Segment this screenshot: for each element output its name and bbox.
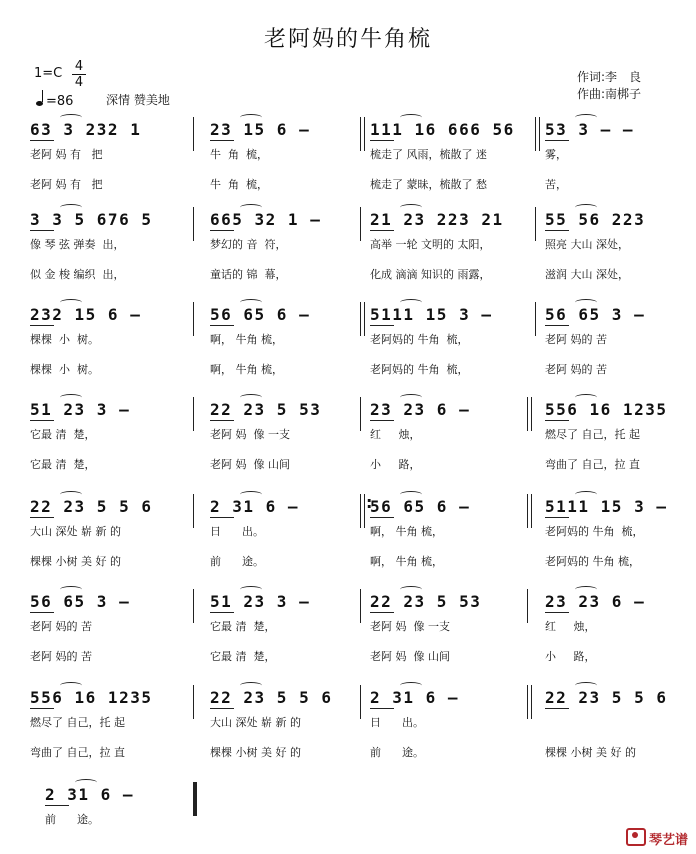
lyric-verse-1: 大山 深处 崭 新 的 bbox=[210, 716, 301, 729]
barline bbox=[193, 117, 194, 151]
barline bbox=[527, 685, 532, 719]
lyric-verse-2: 童话的 锦 幕， bbox=[210, 268, 287, 281]
lyric-verse-2: 老阿 妈的 苦 bbox=[545, 363, 607, 376]
lyric-verse-2: 滋润 大山 深处， bbox=[545, 268, 629, 281]
lyric-verse-2: 啊， 牛角 梳， bbox=[210, 363, 283, 376]
beam-underline bbox=[545, 612, 569, 613]
beam-underline bbox=[370, 612, 394, 613]
beam-underline bbox=[210, 325, 234, 326]
logo-icon bbox=[626, 828, 646, 846]
lyric-verse-1: 燃尽了 自己，托 起 bbox=[545, 428, 640, 441]
barline bbox=[360, 117, 365, 151]
jianpu-notes: 5111 15 3 – bbox=[545, 497, 668, 516]
beam-underline bbox=[370, 140, 394, 141]
lyric-verse-2: 棵棵 小树 美 好 的 bbox=[30, 555, 121, 568]
lyric-verse-1: 老阿 妈的 苦 bbox=[30, 620, 92, 633]
beam-underline bbox=[370, 420, 394, 421]
lyric-verse-2: 棵棵 小树 美 好 的 bbox=[545, 746, 636, 759]
jianpu-notes: 22 23 5 53 bbox=[370, 592, 482, 611]
lyric-verse-1: 老阿 妈 像 一支 bbox=[210, 428, 290, 441]
lyric-verse-1: 燃尽了 自己，托 起 bbox=[30, 716, 125, 729]
lyric-verse-1: 啊， 牛角 梳， bbox=[210, 333, 283, 346]
composer-credit: 作曲:南梆子 bbox=[577, 87, 642, 101]
key-signature: 1=C bbox=[34, 66, 63, 81]
jianpu-notes: 2 31 6 – bbox=[210, 497, 300, 516]
beam-underline bbox=[30, 612, 54, 613]
barline bbox=[535, 302, 536, 336]
watermark-text: 琴艺谱 bbox=[648, 833, 688, 848]
lyric-verse-2: 前 途。 bbox=[210, 555, 264, 568]
beam-underline bbox=[370, 230, 394, 231]
lyric-verse-1: 棵棵 小 树。 bbox=[30, 333, 99, 346]
slur-arc bbox=[400, 114, 422, 121]
slur-arc bbox=[60, 682, 82, 689]
barline bbox=[193, 589, 194, 623]
lyric-verse-1: 前 途。 bbox=[45, 813, 99, 826]
slur-arc bbox=[575, 299, 597, 306]
slur-arc bbox=[75, 779, 97, 786]
beam-underline bbox=[210, 517, 234, 518]
lyricist-credit: 作词:李 良 bbox=[577, 70, 642, 84]
beam-underline bbox=[545, 517, 569, 518]
slur-arc bbox=[60, 204, 82, 211]
lyric-verse-2: 老阿妈的 牛角 梳， bbox=[370, 363, 469, 376]
beam-underline bbox=[30, 517, 54, 518]
beam-underline bbox=[210, 420, 234, 421]
beam-underline bbox=[45, 805, 69, 806]
lyric-verse-1: 啊， 牛角 梳， bbox=[370, 525, 443, 538]
lyric-verse-1: 它最 清 楚， bbox=[30, 428, 96, 441]
jianpu-notes: 53 3 – – bbox=[545, 120, 635, 139]
jianpu-notes: 21 23 223 21 bbox=[370, 210, 504, 229]
jianpu-notes: 22 23 5 53 bbox=[210, 400, 322, 419]
slur-arc bbox=[240, 204, 262, 211]
barline bbox=[527, 397, 532, 431]
slur-arc bbox=[240, 491, 262, 498]
expression-marking: 深情 赞美地 bbox=[106, 93, 170, 107]
lyric-verse-1: 雾， bbox=[545, 148, 567, 161]
jianpu-notes: 56 65 3 – bbox=[545, 305, 646, 324]
beam-underline bbox=[210, 140, 234, 141]
beam-underline bbox=[370, 325, 394, 326]
barline bbox=[193, 397, 194, 431]
barline bbox=[360, 685, 361, 719]
jianpu-notes: 56 65 6 – bbox=[210, 305, 311, 324]
slur-arc bbox=[575, 394, 597, 401]
jianpu-notes: 55 56 223 bbox=[545, 210, 646, 229]
tempo-marking: =86 bbox=[46, 94, 74, 109]
jianpu-notes: 51 23 3 – bbox=[30, 400, 131, 419]
barline bbox=[535, 117, 540, 151]
time-signature-bottom: 4 bbox=[74, 75, 84, 90]
lyric-verse-2: 苦， bbox=[545, 178, 567, 191]
barline bbox=[360, 589, 361, 623]
lyric-verse-1: 老阿妈的 牛角 梳， bbox=[545, 525, 644, 538]
slur-arc bbox=[240, 682, 262, 689]
barline bbox=[527, 494, 532, 528]
barline bbox=[360, 302, 365, 336]
lyric-verse-1: 老阿 妈 有 把 bbox=[30, 148, 103, 161]
lyric-verse-1: 老阿 妈 像 一支 bbox=[370, 620, 450, 633]
beam-underline bbox=[30, 708, 54, 709]
jianpu-notes: 23 23 6 – bbox=[545, 592, 646, 611]
lyric-verse-1: 大山 深处 崭 新 的 bbox=[30, 525, 121, 538]
slur-arc bbox=[400, 394, 422, 401]
final-barline bbox=[193, 782, 197, 816]
jianpu-notes: 111 16 666 56 bbox=[370, 120, 515, 139]
beam-underline bbox=[30, 420, 54, 421]
beam-underline bbox=[210, 230, 234, 231]
lyric-verse-2: 前 途。 bbox=[370, 746, 424, 759]
barline bbox=[193, 207, 194, 241]
lyric-verse-1: 像 琴 弦 弹奏 出， bbox=[30, 238, 125, 251]
time-signature bbox=[72, 60, 86, 89]
slur-arc bbox=[400, 586, 422, 593]
lyric-verse-2: 老阿 妈 有 把 bbox=[30, 178, 103, 191]
beam-underline bbox=[30, 325, 54, 326]
slur-arc bbox=[240, 114, 262, 121]
beam-underline bbox=[545, 325, 569, 326]
lyric-verse-2: 棵棵 小树 美 好 的 bbox=[210, 746, 301, 759]
lyric-verse-2: 老阿 妈 像 山间 bbox=[370, 650, 450, 663]
repeat-dots: : bbox=[366, 493, 373, 512]
lyric-verse-2: 它最 清 楚， bbox=[30, 458, 96, 471]
jianpu-notes: 556 16 1235 bbox=[30, 688, 153, 707]
jianpu-notes: 556 16 1235 bbox=[545, 400, 668, 419]
beam-underline bbox=[545, 230, 569, 231]
lyric-verse-2: 老阿 妈的 苦 bbox=[30, 650, 92, 663]
time-signature-top: 4 bbox=[74, 59, 84, 74]
lyric-verse-1: 红 烛， bbox=[370, 428, 421, 441]
beam-underline bbox=[370, 517, 394, 518]
lyric-verse-2: 化成 滴滴 知识的 雨露， bbox=[370, 268, 491, 281]
lyric-verse-2: 梳走了 蒙昧，梳散了 愁 bbox=[370, 178, 487, 191]
beam-underline bbox=[30, 230, 54, 231]
slur-arc bbox=[400, 682, 422, 689]
slur-arc bbox=[240, 299, 262, 306]
beam-underline bbox=[545, 140, 569, 141]
slur-arc bbox=[60, 299, 82, 306]
lyric-verse-2: 牛 角 梳， bbox=[210, 178, 268, 191]
lyric-verse-1: 老阿妈的 牛角 梳， bbox=[370, 333, 469, 346]
beam-underline bbox=[210, 708, 234, 709]
lyric-verse-1: 日 出。 bbox=[370, 716, 424, 729]
lyric-verse-2: 小 路， bbox=[370, 458, 421, 471]
lyric-verse-2: 小 路， bbox=[545, 650, 596, 663]
slur-arc bbox=[400, 491, 422, 498]
song-title: 老阿妈的牛角梳 bbox=[263, 27, 432, 52]
barline bbox=[360, 397, 361, 431]
lyric-verse-2: 老阿妈的 牛角 梳， bbox=[545, 555, 640, 568]
lyric-verse-1: 高举 一轮 文明的 太阳， bbox=[370, 238, 491, 251]
slur-arc bbox=[575, 586, 597, 593]
slur-arc bbox=[60, 114, 82, 121]
jianpu-notes: 22 23 5 5 6 bbox=[30, 497, 153, 516]
barline bbox=[535, 207, 536, 241]
jianpu-notes: 23 23 6 – bbox=[370, 400, 471, 419]
jianpu-notes: 22 23 5 5 6 bbox=[545, 688, 668, 707]
beam-underline bbox=[30, 140, 54, 141]
slur-arc bbox=[240, 586, 262, 593]
jianpu-notes: 56 65 3 – bbox=[30, 592, 131, 611]
beam-underline bbox=[545, 420, 569, 421]
repeat-barline bbox=[360, 494, 365, 528]
barline bbox=[193, 685, 194, 719]
beam-underline bbox=[210, 612, 234, 613]
site-watermark bbox=[626, 828, 688, 848]
lyric-verse-1: 牛 角 梳， bbox=[210, 148, 268, 161]
lyric-verse-2: 棵棵 小 树。 bbox=[30, 363, 99, 376]
lyric-verse-1: 它最 清 楚， bbox=[210, 620, 276, 633]
jianpu-notes: 51 23 3 – bbox=[210, 592, 311, 611]
beam-underline bbox=[370, 708, 394, 709]
barline bbox=[193, 302, 194, 336]
jianpu-notes: 22 23 5 5 6 bbox=[210, 688, 333, 707]
slur-arc bbox=[60, 491, 82, 498]
barline bbox=[527, 589, 528, 623]
lyric-verse-2: 弯曲了 自己，拉 直 bbox=[30, 746, 125, 759]
jianpu-notes: 2 31 6 – bbox=[370, 688, 460, 707]
lyric-verse-1: 梦幻的 音 符， bbox=[210, 238, 287, 251]
slur-arc bbox=[60, 394, 82, 401]
note-stem bbox=[42, 90, 43, 102]
lyric-verse-1: 日 出。 bbox=[210, 525, 264, 538]
lyric-verse-1: 梳走了 风雨，梳散了 迷 bbox=[370, 148, 487, 161]
barline bbox=[193, 494, 194, 528]
lyric-verse-2: 它最 清 楚， bbox=[210, 650, 276, 663]
jianpu-notes: 3 3 5 676 5 bbox=[30, 210, 153, 229]
jianpu-notes: 5111 15 3 – bbox=[370, 305, 493, 324]
lyric-verse-2: 啊， 牛角 梳， bbox=[370, 555, 443, 568]
lyric-verse-2: 弯曲了 自己，拉 直 bbox=[545, 458, 640, 471]
jianpu-notes: 63 3 232 1 bbox=[30, 120, 142, 139]
slur-arc bbox=[60, 586, 82, 593]
slur-arc bbox=[575, 491, 597, 498]
lyric-verse-1: 老阿 妈的 苦 bbox=[545, 333, 607, 346]
jianpu-notes: 665 32 1 – bbox=[210, 210, 322, 229]
lyric-verse-2: 老阿 妈 像 山间 bbox=[210, 458, 290, 471]
jianpu-notes: 2 31 6 – bbox=[45, 785, 135, 804]
jianpu-notes: 56 65 6 – bbox=[370, 497, 471, 516]
slur-arc bbox=[575, 682, 597, 689]
slur-arc bbox=[400, 299, 422, 306]
barline bbox=[360, 207, 361, 241]
jianpu-notes: 23 15 6 – bbox=[210, 120, 311, 139]
slur-arc bbox=[240, 394, 262, 401]
jianpu-notes: 232 15 6 – bbox=[30, 305, 142, 324]
lyric-verse-2: 似 金 梭 编织 出， bbox=[30, 268, 125, 281]
beam-underline bbox=[545, 708, 569, 709]
slur-arc bbox=[400, 204, 422, 211]
slur-arc bbox=[575, 204, 597, 211]
lyric-verse-1: 红 烛， bbox=[545, 620, 596, 633]
lyric-verse-1: 照亮 大山 深处， bbox=[545, 238, 629, 251]
slur-arc bbox=[575, 114, 597, 121]
